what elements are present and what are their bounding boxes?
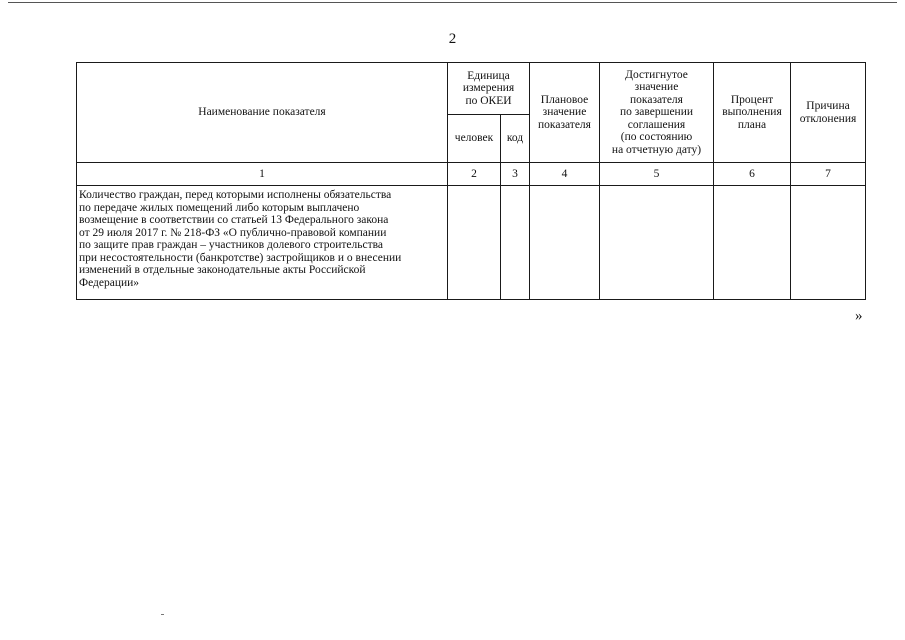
row-percent-completion [714, 186, 791, 300]
row-unit-person [448, 186, 501, 300]
column-number-row [77, 163, 866, 186]
column-number: 7 [791, 163, 866, 186]
scan-mark [161, 614, 164, 615]
indicator-table [76, 62, 866, 300]
row-planned-value [530, 186, 600, 300]
row-achieved-value [600, 186, 714, 300]
column-number: 1 [77, 163, 448, 186]
column-number: 6 [714, 163, 791, 186]
header-indicator-name: Наименование показателя [77, 63, 448, 163]
header-percent-completion: Процент выполнения плана [714, 63, 791, 163]
header-planned-value: Плановое значение показателя [530, 63, 600, 163]
row-indicator-name: Количество граждан, перед которыми исполнены обязательства по передаче жилых помещений либо которым выплачено возмещение в соответствии со статьей 13 Федерального закона от 29 июля 2017 г. № 218-ФЗ «О публично-правовой компании по защите прав граждан – участников долевого строительства при несостоятельности (банкротстве) застройщиков и о внесении изменений в отдельные законодательные акты Российской Федерации» [77, 186, 448, 300]
column-number: 5 [600, 163, 714, 186]
table-row [77, 186, 866, 300]
column-number: 3 [501, 163, 530, 186]
header-unit-okei: Единица измерения по ОКЕИ [448, 63, 530, 115]
header-unit-code: код [501, 115, 530, 163]
page-top-edge [8, 2, 897, 3]
header-unit-person: человек [448, 115, 501, 163]
header-row-top [77, 63, 866, 115]
row-unit-code [501, 186, 530, 300]
closing-quote: » [855, 308, 863, 324]
column-number: 4 [530, 163, 600, 186]
header-achieved-value: Достигнутое значение показателя по завершении соглашения (по состоянию на отчетную дату) [600, 63, 714, 163]
page-number: 2 [448, 31, 457, 47]
row-deviation-reason [791, 186, 866, 300]
header-deviation-reason: Причина отклонения [791, 63, 866, 163]
column-number: 2 [448, 163, 501, 186]
